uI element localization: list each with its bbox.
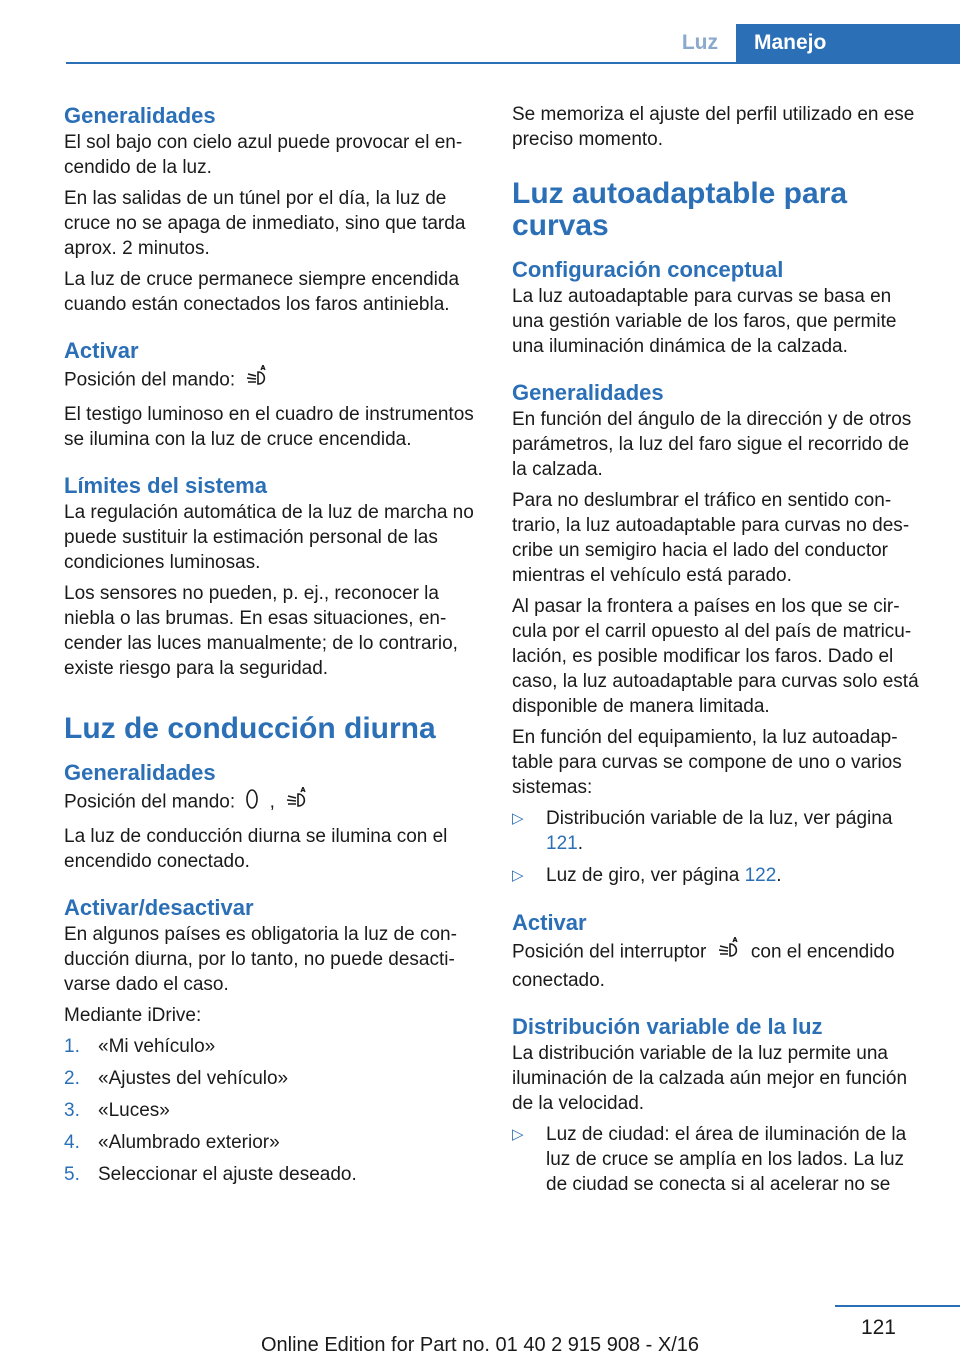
- list-item: [64, 1162, 478, 1187]
- heading-luz-diurna: Luz de conducción diurna: [64, 712, 436, 745]
- bullet-triangle-icon: ▷: [512, 810, 524, 827]
- item-text: Luz de ciudad: el área de iluminación de la luz de cruce se amplía en los lados. La luz de ciudad se conecta si al acelerar no se: [546, 1124, 907, 1195]
- step-text: «Luces»: [98, 1100, 170, 1121]
- auto-headlight-icon: [244, 365, 270, 396]
- list-item: [64, 1130, 478, 1155]
- list-item: [64, 1034, 478, 1059]
- paragraph-text: Posición del mando:: [64, 369, 236, 391]
- step-number: 3.: [64, 1100, 80, 1121]
- item-text: Distribución variable de la luz, ver página: [546, 808, 893, 829]
- paragraph: Se memoriza el ajuste del perfil utilizado en ese preciso momento.: [512, 104, 915, 150]
- step-number: 2.: [64, 1068, 80, 1089]
- bullet-triangle-icon: ▷: [512, 867, 524, 884]
- paragraph: En algunos países es obligatoria la luz de conducción diurna, por lo tanto, no puede desactivarse dado el caso.: [64, 924, 457, 995]
- step-text: Seleccionar el ajuste deseado.: [98, 1164, 357, 1185]
- paragraph: La luz de conducción diurna se ilumina con el encendido conectado.: [64, 826, 448, 872]
- item-text: Luz de giro, ver página: [546, 865, 745, 886]
- page-number-rule: [835, 1305, 960, 1307]
- paragraph: La regulación automática de la luz de marcha no puede sustituir la estimación personal de las condiciones luminosas.: [64, 502, 474, 573]
- heading-generalidades: Generalidades: [64, 103, 216, 128]
- parking-light-icon: [244, 787, 260, 818]
- step-number: 4.: [64, 1132, 80, 1153]
- idrive-steps-list: [64, 1034, 478, 1187]
- step-text: «Mi vehículo»: [98, 1036, 216, 1057]
- paragraph: [64, 365, 478, 396]
- heading-distribucion: Distribución variable de la luz: [512, 1014, 823, 1039]
- heading-generalidades: Generalidades: [64, 760, 216, 785]
- paragraph: La distribución variable de la luz permite una iluminación de la calzada aún mejor en función de la velocidad.: [512, 1043, 908, 1114]
- paragraph: Mediante iDrive:: [64, 1005, 202, 1026]
- footer-edition: Online Edition for Part no. 01 40 2 915 908 - X/16: [260, 1334, 700, 1356]
- step-text: «Alumbrado exterior»: [98, 1132, 280, 1153]
- auto-headlight-icon: [284, 787, 310, 818]
- page-header: [66, 24, 960, 64]
- separator: ,: [269, 791, 275, 813]
- step-text: «Ajustes del vehículo»: [98, 1068, 289, 1089]
- paragraph: [512, 937, 926, 993]
- paragraph: En función del equipamiento, la luz autoadaptable para curvas se compone de uno o varios sistemas:: [512, 727, 902, 798]
- list-item: [512, 806, 926, 856]
- list-item: [64, 1066, 478, 1091]
- step-number: 1.: [64, 1036, 80, 1057]
- section-tab: Luz: [681, 31, 718, 54]
- bullet-triangle-icon: ▷: [512, 1126, 524, 1143]
- paragraph-text: Posición del interruptor: [512, 941, 707, 963]
- left-column: [64, 102, 478, 1194]
- list-item: [512, 1122, 926, 1197]
- paragraph: En función del ángulo de la dirección y de otros parámetros, la luz del faro sigue el recorrido de la calzada.: [512, 409, 912, 480]
- list-item: [512, 863, 926, 888]
- paragraph-text: con el encendido conectado.: [512, 941, 895, 991]
- distribution-list: [512, 1122, 926, 1197]
- paragraph: La luz autoadaptable para curvas se basa en una gestión variable de los faros, que permite una iluminación dinámica de la calzada.: [512, 286, 897, 357]
- page-number: 121: [860, 1316, 896, 1339]
- paragraph: [64, 787, 478, 818]
- paragraph: El testigo luminoso en el cuadro de instrumentos se ilumina con la luz de cruce encendida.: [64, 404, 474, 450]
- page-link[interactable]: 122: [744, 865, 777, 886]
- systems-list: [512, 806, 926, 888]
- list-item: [64, 1098, 478, 1123]
- heading-configuracion: Configuración conceptual: [512, 257, 784, 282]
- paragraph: En las salidas de un túnel por el día, la luz de cruce no se apaga de inmediato, sino que tarda aprox. 2 minutos.: [64, 188, 466, 259]
- right-column: [512, 102, 926, 1204]
- heading-luz-curvas: Luz autoadaptable para curvas: [512, 177, 848, 242]
- auto-headlight-icon: [716, 937, 742, 968]
- heading-activar: Activar: [512, 910, 587, 935]
- page-link[interactable]: 121: [546, 833, 578, 854]
- step-number: 5.: [64, 1164, 80, 1185]
- paragraph-text: Posición del mando:: [64, 791, 236, 813]
- heading-generalidades: Generalidades: [512, 380, 664, 405]
- chapter-tab: Manejo: [736, 24, 960, 62]
- paragraph: Al pasar la frontera a países en los que se circula por el carril opuesto al del país de matriculación, es posible modificar los faros. Dado el caso, la luz autoadaptable para curvas solo está disponible de manera limitada.: [512, 596, 919, 717]
- item-end: .: [776, 865, 782, 886]
- heading-activar: Activar: [64, 338, 139, 363]
- heading-activar-desactivar: Activar/desactivar: [64, 895, 254, 920]
- paragraph: La luz de cruce permanece siempre encendida cuando están conectados los faros antiniebla.: [64, 269, 460, 315]
- paragraph: Para no deslumbrar el tráfico en sentido contrario, la luz autoadaptable para curvas no describe un semigiro hacia el lado del conductor mientras el vehículo está parado.: [512, 490, 910, 586]
- heading-limites: Límites del sistema: [64, 473, 267, 498]
- paragraph: El sol bajo con cielo azul puede provocar el encendido de la luz.: [64, 132, 463, 178]
- paragraph: Los sensores no pueden, p. ej., reconocer la niebla o las brumas. En esas situaciones, encender las luces manualmente; de lo contrario, existe riesgo para la seguridad.: [64, 583, 458, 679]
- item-end: .: [577, 833, 583, 854]
